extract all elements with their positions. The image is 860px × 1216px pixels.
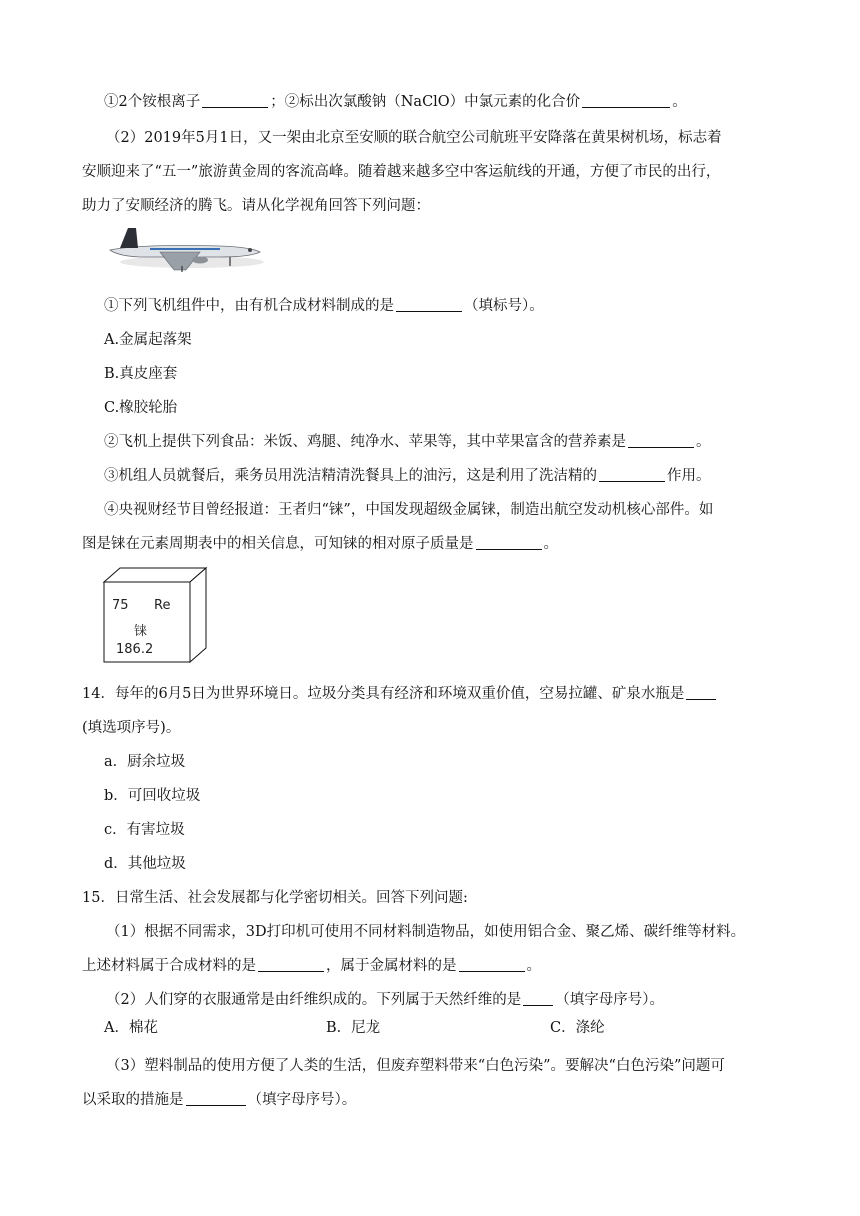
answer-blank[interactable] <box>459 957 525 972</box>
option-b: B.真皮座套 <box>104 366 178 382</box>
line-q13-part1: ①2个铵根离子 ；②标出次氯酸钠（NaClO）中氯元素的化合价 。 <box>104 94 687 110</box>
option-b: b．可回收垃圾 <box>104 788 201 804</box>
paragraph-line: 安顺迎来了“五一”旅游黄金周的客流高峰。随着越来越多空中客运航线的开通，方便了市民的出行， <box>82 164 721 180</box>
option-a: A.金属起落架 <box>104 332 192 348</box>
paragraph-line: （3）塑料制品的使用方便了人类的生活，但废弃塑料带来“白色污染”。要解决“白色污染”问题可 <box>106 1058 725 1074</box>
question-15: 15．日常生活、社会发展都与化学密切相关。回答下列问题: <box>82 890 468 906</box>
answer-blank[interactable] <box>523 991 553 1006</box>
question-line: （2）人们穿的衣服通常是由纤维织成的。下列属于天然纤维的是 （填字母序号）。 <box>106 992 664 1008</box>
answer-blank[interactable] <box>396 297 462 312</box>
question-line: 以采取的措施是 （填字母序号）。 <box>82 1092 357 1108</box>
element-symbol: Re <box>154 598 171 613</box>
question-line: ②飞机上提供下列食品：米饭、鸡腿、纯净水、苹果等，其中苹果富含的营养素是 。 <box>104 434 711 450</box>
atomic-mass: 186.2 <box>116 642 154 657</box>
question-14: 14．每年的6月5日为世界环境日。垃圾分类具有经济和环境双重价值，空易拉罐、矿泉水瓶是 <box>82 684 718 704</box>
option-b: B．尼龙 <box>326 1020 381 1036</box>
option-a: A．棉花 <box>104 1020 158 1036</box>
paragraph-line: （2）2019年5月1日，又一架由北京至安顺的联合航空公司航班平安降落在黄果树机场，标志着 <box>106 130 722 146</box>
question-line: 上述材料属于合成材料的是 ，属于金属材料的是 。 <box>82 958 541 974</box>
question-line: ③机组人员就餐后，乘务员用洗洁精清洗餐具上的油污，这是利用了洗洁精的 作用。 <box>104 468 711 484</box>
atomic-number: 75 <box>112 598 129 613</box>
answer-blank[interactable] <box>186 1091 246 1106</box>
element-name: 铼 <box>134 624 148 639</box>
option-c: c．有害垃圾 <box>104 822 185 838</box>
answer-blank[interactable] <box>476 535 542 550</box>
option-d: d．其他垃圾 <box>104 856 186 872</box>
answer-blank[interactable] <box>599 467 665 482</box>
answer-blank[interactable] <box>628 433 694 448</box>
answer-blank[interactable] <box>686 685 716 700</box>
question-line: 图是铼在元素周期表中的相关信息，可知铼的相对原子质量是 。 <box>82 536 558 552</box>
paragraph-line: ④央视财经节目曾经报道：王者归“铼”，中国发现超级金属铼，制造出航空发动机核心部件。如 <box>104 502 714 518</box>
paragraph-line: (填选项序号)。 <box>82 720 181 736</box>
rhenium-element-card <box>102 566 208 664</box>
paragraph-line: 助力了安顺经济的腾飞。请从化学视角回答下列问题： <box>82 198 430 214</box>
answer-blank[interactable] <box>258 957 324 972</box>
option-c: C.橡胶轮胎 <box>104 400 178 416</box>
paragraph-line: （1）根据不同需求，3D打印机可使用不同材料制造物品，如使用铝合金、聚乙烯、碳纤维等材料。 <box>106 924 746 940</box>
option-c: C．涤纶 <box>550 1020 605 1036</box>
answer-blank[interactable] <box>582 93 670 108</box>
airplane-image <box>100 222 270 274</box>
option-a: a．厨余垃圾 <box>104 754 186 770</box>
question-line: ①下列飞机组件中，由有机合成材料制成的是 （填标号）。 <box>104 298 544 314</box>
answer-blank[interactable] <box>202 93 268 108</box>
